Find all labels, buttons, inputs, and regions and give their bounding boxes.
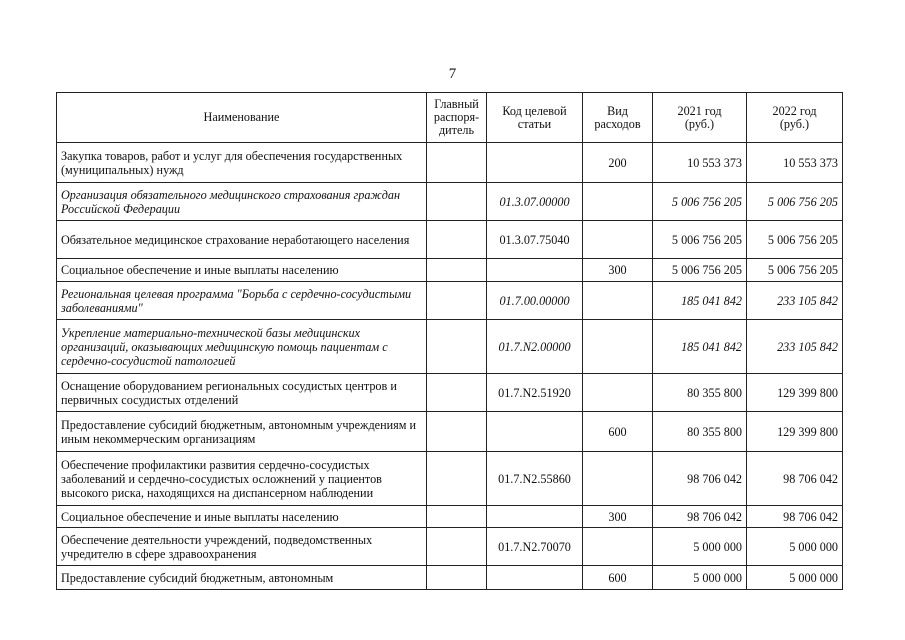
header-2022: 2022 год (руб.) xyxy=(747,93,843,143)
budget-table xyxy=(56,92,843,590)
row-vid xyxy=(583,183,653,221)
header-code: Код целевой статьи xyxy=(487,93,583,143)
row-vid: 600 xyxy=(583,412,653,452)
table-row xyxy=(57,452,843,506)
row-sum-2022: 233 105 842 xyxy=(747,282,843,320)
row-code xyxy=(487,506,583,528)
row-admin xyxy=(427,259,487,282)
table-row xyxy=(57,143,843,183)
row-code: 01.7.N2.00000 xyxy=(487,320,583,374)
row-sum-2022: 98 706 042 xyxy=(747,452,843,506)
row-vid: 300 xyxy=(583,259,653,282)
row-admin xyxy=(427,143,487,183)
row-code: 01.7.N2.70070 xyxy=(487,528,583,566)
row-admin xyxy=(427,452,487,506)
row-sum-2022: 10 553 373 xyxy=(747,143,843,183)
row-sum-2021: 5 000 000 xyxy=(653,566,747,590)
row-name: Закупка товаров, работ и услуг для обеспечения государственных (муниципальных) нужд xyxy=(57,143,427,183)
row-name: Обязательное медицинское страхование неработающего населения xyxy=(57,221,427,259)
row-code: 01.3.07.75040 xyxy=(487,221,583,259)
table-row xyxy=(57,528,843,566)
row-sum-2022: 5 006 756 205 xyxy=(747,183,843,221)
row-name: Предоставление субсидий бюджетным, автономным учреждениям и иным некоммерческим организациям xyxy=(57,412,427,452)
row-code: 01.7.00.00000 xyxy=(487,282,583,320)
row-sum-2022: 5 006 756 205 xyxy=(747,259,843,282)
table-row xyxy=(57,566,843,590)
row-sum-2021: 98 706 042 xyxy=(653,452,747,506)
row-sum-2021: 5 000 000 xyxy=(653,528,747,566)
page-number: 7 xyxy=(448,66,457,82)
row-sum-2021: 185 041 842 xyxy=(653,282,747,320)
row-vid xyxy=(583,221,653,259)
row-code: 01.7.N2.55860 xyxy=(487,452,583,506)
row-sum-2022: 5 006 756 205 xyxy=(747,221,843,259)
row-code: 01.7.N2.51920 xyxy=(487,374,583,412)
row-sum-2022: 129 399 800 xyxy=(747,374,843,412)
row-sum-2021: 80 355 800 xyxy=(653,374,747,412)
row-admin xyxy=(427,566,487,590)
row-admin xyxy=(427,320,487,374)
row-name: Предоставление субсидий бюджетным, автономным xyxy=(57,566,427,590)
table-row xyxy=(57,282,843,320)
row-vid: 600 xyxy=(583,566,653,590)
row-sum-2021: 185 041 842 xyxy=(653,320,747,374)
row-sum-2021: 98 706 042 xyxy=(653,506,747,528)
table-row xyxy=(57,374,843,412)
row-vid xyxy=(583,282,653,320)
row-admin xyxy=(427,282,487,320)
row-sum-2022: 5 000 000 xyxy=(747,566,843,590)
row-sum-2022: 233 105 842 xyxy=(747,320,843,374)
row-sum-2022: 129 399 800 xyxy=(747,412,843,452)
table-row xyxy=(57,221,843,259)
row-name: Социальное обеспечение и иные выплаты населению xyxy=(57,259,427,282)
row-admin xyxy=(427,183,487,221)
table-row xyxy=(57,320,843,374)
row-sum-2021: 10 553 373 xyxy=(653,143,747,183)
row-name: Обеспечение деятельности учреждений, подведомственных учредителю в сфере здравоохранения xyxy=(57,528,427,566)
row-vid xyxy=(583,374,653,412)
row-name: Оснащение оборудованием региональных сосудистых центров и первичных сосудистых отделений xyxy=(57,374,427,412)
row-sum-2021: 5 006 756 205 xyxy=(653,259,747,282)
row-name: Обеспечение профилактики развития сердечно-сосудистых заболеваний и сердечно-сосудистых осложнений у пациентов высокого риска, находящихся на диспансерном наблюдении xyxy=(57,452,427,506)
row-sum-2021: 5 006 756 205 xyxy=(653,183,747,221)
row-name: Региональная целевая программа "Борьба с сердечно-сосудистыми заболеваниями" xyxy=(57,282,427,320)
row-vid xyxy=(583,320,653,374)
row-name: Укрепление материально-технической базы медицинских организаций, оказывающих медицинскую помощь пациентам с сердечно-сосудистой патологией xyxy=(57,320,427,374)
table-row xyxy=(57,183,843,221)
row-sum-2021: 5 006 756 205 xyxy=(653,221,747,259)
table-row xyxy=(57,259,843,282)
row-code: 01.3.07.00000 xyxy=(487,183,583,221)
row-code xyxy=(487,412,583,452)
table-row xyxy=(57,506,843,528)
row-name: Социальное обеспечение и иные выплаты населению xyxy=(57,506,427,528)
row-name: Организация обязательного медицинского страхования граждан Российской Федерации xyxy=(57,183,427,221)
row-vid: 200 xyxy=(583,143,653,183)
row-admin xyxy=(427,506,487,528)
row-admin xyxy=(427,412,487,452)
header-name: Наименование xyxy=(57,93,427,143)
row-admin xyxy=(427,374,487,412)
row-admin xyxy=(427,528,487,566)
row-vid xyxy=(583,528,653,566)
header-admin: Главный распоря- дитель xyxy=(427,93,487,143)
table-row xyxy=(57,412,843,452)
row-code xyxy=(487,259,583,282)
row-sum-2021: 80 355 800 xyxy=(653,412,747,452)
row-vid xyxy=(583,452,653,506)
header-2021: 2021 год (руб.) xyxy=(653,93,747,143)
row-code xyxy=(487,143,583,183)
row-sum-2022: 5 000 000 xyxy=(747,528,843,566)
row-admin xyxy=(427,221,487,259)
row-code xyxy=(487,566,583,590)
table-header-row xyxy=(57,93,843,143)
header-vid: Вид расходов xyxy=(583,93,653,143)
row-vid: 300 xyxy=(583,506,653,528)
row-sum-2022: 98 706 042 xyxy=(747,506,843,528)
